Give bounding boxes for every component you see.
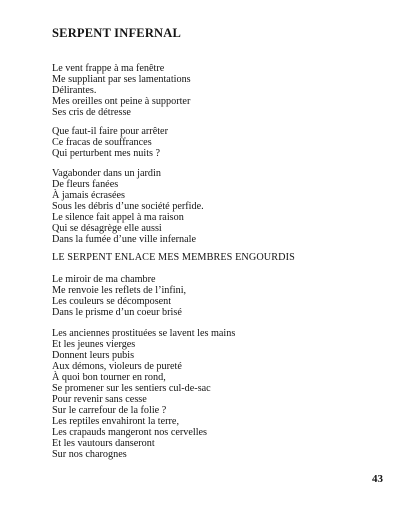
verse-line: Le vent frappe à ma fenêtre (52, 63, 165, 74)
verse-line: Qui se désagrège elle aussi (52, 223, 162, 234)
verse-line: Vagabonder dans un jardin (52, 168, 161, 179)
verse-line: Ce fracas de souffrances (52, 137, 152, 148)
verse-line: Me renvoie les reflets de l’infini, (52, 285, 187, 296)
verse-line: Les couleurs se décomposent (52, 296, 172, 307)
verse-line: Qui perturbent mes nuits ? (52, 148, 161, 159)
verse-line: Et les jeunes vierges (52, 339, 136, 350)
verse-line: Les reptiles envahiront la terre, (52, 416, 180, 427)
verse-line: Les crapauds mangeront nos cervelles (52, 427, 208, 438)
verse-line: Me suppliant par ses lamentations (52, 74, 191, 85)
verse-line: Et les vautours danseront (52, 438, 155, 449)
section-heading: LE SERPENT ENLACE MES MEMBRES ENGOURDIS (52, 252, 295, 263)
verse-line: Les anciennes prostituées se lavent les mains (52, 328, 236, 339)
verse-line: Le miroir de ma chambre (52, 274, 156, 285)
verse-line: Que faut-il faire pour arrêter (52, 126, 168, 137)
verse-line: Pour revenir sans cesse (52, 394, 147, 405)
page-number: 43 (372, 473, 383, 485)
verse-line: Mes oreilles ont peine à supporter (52, 96, 191, 107)
verse-line: Le silence fait appel à ma raison (52, 212, 184, 223)
verse-line: À jamais écrasées (52, 190, 125, 201)
verse-line: Sous les débris d’une société perfide. (52, 201, 204, 212)
verse-line: Sur le carrefour de la folie ? (52, 405, 167, 416)
verse-line: Délirantes. (52, 85, 97, 96)
verse-line: Aux démons, violeurs de pureté (52, 361, 182, 372)
verse-line: Dans la fumée d’une ville infernale (52, 234, 196, 245)
verse-line: Dans le prisme d’un coeur brisé (52, 307, 182, 318)
verse-line: Ses cris de détresse (52, 107, 131, 118)
verse-line: Se promener sur les sentiers cul-de-sac (52, 383, 211, 394)
poem-title: SERPENT INFERNAL (52, 26, 182, 40)
verse-line: À quoi bon tourner en rond, (52, 372, 166, 383)
verse-line: De fleurs fanées (52, 179, 119, 190)
verse-line: Donnent leurs pubis (52, 350, 135, 361)
verse-line: Sur nos charognes (52, 449, 127, 460)
